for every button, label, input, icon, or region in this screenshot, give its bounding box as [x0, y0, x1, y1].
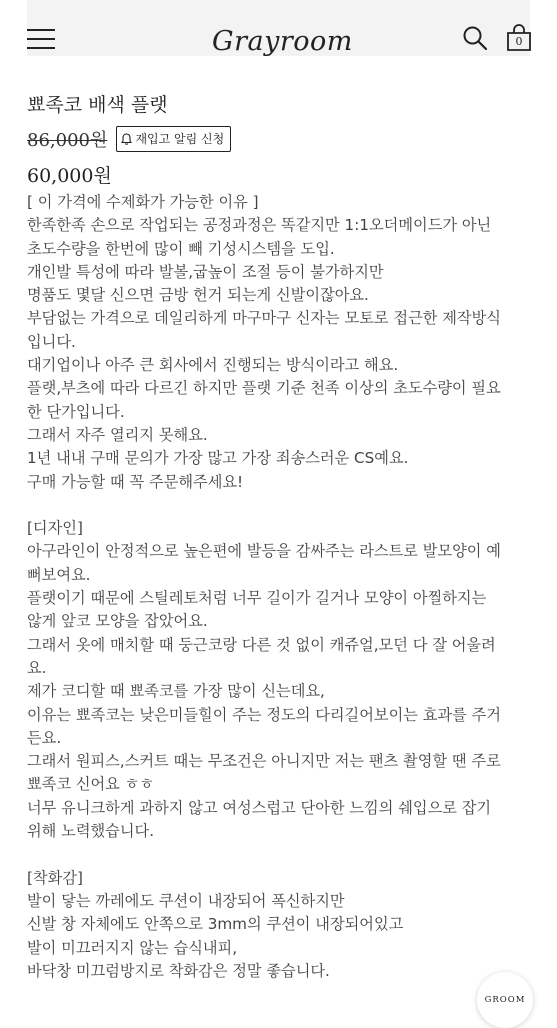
description-line: 대기업이나 아주 큰 회사에서 진행되는 방식이라고 해요.: [27, 356, 399, 375]
description-line: 아구라인이 안정적으로 높은편에 발등을 감싸주는 라스트로 발모양이 예: [27, 542, 501, 561]
site-logo[interactable]: Grayroom: [212, 26, 353, 57]
description-line: [ 이 가격에 수제화가 가능한 이유 ]: [27, 193, 259, 211]
description-line: 구매 가능할 때 꼭 주문해주세요!: [27, 472, 244, 491]
groom-chat-button[interactable]: GROOM: [477, 972, 533, 1028]
description-line: 뾰족코 신어요 ㅎㅎ: [27, 775, 155, 794]
description-line: 그래서 원피스,스커트 때는 무조건은 아니지만 저는 팬츠 촬영할 땐 주로: [27, 752, 501, 771]
description-line: 부담없는 가격으로 데일리하게 마구마구 신자는 모토로 접근한 제작방식: [27, 309, 501, 328]
cart-icon[interactable]: [506, 24, 532, 52]
description-line: 한 단가입니다.: [27, 402, 125, 421]
description-line: 그래서 자주 열리지 못해요.: [27, 425, 208, 444]
description-line: 개인발 특성에 따라 발볼,굽높이 조절 등이 불가하지만: [27, 262, 384, 281]
search-icon[interactable]: [462, 25, 488, 51]
description-line: 발이 미끄러지지 않는 습식내피,: [27, 938, 238, 957]
product-description: [27, 191, 532, 983]
description-line: 초도수량을 한번에 많이 빼 기성시스템을 도입.: [27, 239, 335, 258]
product-title: 뾰족코 배색 플랫: [27, 94, 168, 116]
description-line: 발이 닿는 까레에도 쿠션이 내장되어 폭신하지만: [27, 891, 345, 910]
sale-price: 60,000원: [27, 165, 112, 187]
cart-count: 0: [515, 35, 523, 48]
description-line: 너무 유니크하게 과하지 않고 여성스럽고 단아한 느낌의 쉐입으로 잡기: [27, 798, 492, 817]
description-line: 위해 노력했습니다.: [27, 822, 155, 841]
description-line: 입니다.: [27, 332, 76, 351]
price-row: [27, 126, 231, 154]
description-line: 명품도 몇달 신으면 금방 헌거 되는게 신발이잖아요.: [27, 286, 369, 305]
description-line: 1년 내내 구매 문의가 가장 많고 가장 죄송스러운 CS예요.: [27, 449, 409, 468]
description-spacer: [27, 843, 532, 866]
description-line: [디자인]: [27, 519, 83, 538]
description-line: 든요.: [27, 728, 62, 747]
menu-icon[interactable]: [27, 29, 55, 51]
description-line: 플랫,부츠에 따라 다르긴 하지만 플랫 기준 천족 이상의 초도수량이 필요: [27, 379, 501, 398]
description-line: 않게 앞코 모양을 잡았어요.: [27, 612, 208, 631]
description-line: 한족한족 손으로 작업되는 공정과정은 똑같지만 1:1오더메이드가 아닌: [27, 216, 492, 235]
description-line: 바닥창 미끄럼방지로 착화감은 정말 좋습니다.: [27, 961, 330, 980]
description-line: 제가 코디할 때 뾰족코를 가장 많이 신는데요,: [27, 682, 325, 701]
description-line: 요.: [27, 658, 47, 677]
description-line: 플랫이기 때문에 스틸레토처럼 너무 길이가 길거나 모양이 아찔하지는: [27, 589, 487, 608]
description-line: [착화감]: [27, 868, 83, 887]
bell-icon: [121, 133, 132, 148]
description-spacer: [27, 494, 532, 517]
restock-alert-button[interactable]: [116, 126, 231, 152]
restock-alert-label: 재입고 알림 신청: [135, 132, 225, 146]
description-line: 이유는 뾰족코는 낮은미들힐이 주는 정도의 다리길어보이는 효과를 주거: [27, 705, 501, 724]
original-price: 86,000원: [27, 130, 108, 151]
description-line: 그래서 옷에 매치할 때 둥근코랑 다른 것 없이 캐쥬얼,모던 다 잘 어울려: [27, 635, 496, 654]
description-line: 신발 창 자체에도 안쪽으로 3mm의 쿠션이 내장되어있고: [27, 915, 404, 934]
site-header: [0, 0, 557, 80]
description-line: 뻐보여요.: [27, 565, 91, 584]
